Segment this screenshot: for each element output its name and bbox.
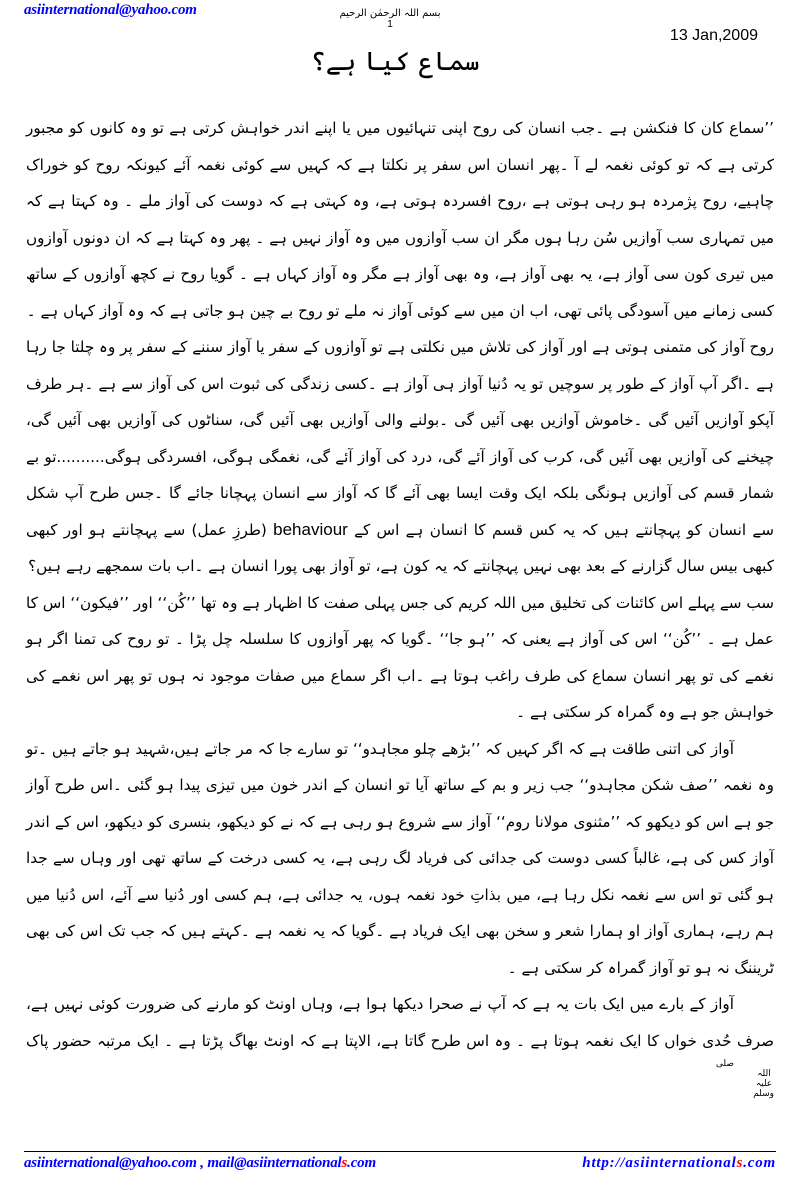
- paragraph-5: [26, 986, 774, 1099]
- footer-url-suffix: .com: [743, 1155, 776, 1171]
- paragraph-4: آواز کی اتنی طاقت ہے کہ اگر کہیں کہ ’’بڑھے چلو مجاہدو‘‘ تو سارے جا کہ مر جاتے ہیں،شہید ہو جاتے ہیں ۔تو وہ نغمہ ’’صف شکن مجاہدو‘‘ جب زیر و بم کے ساتھ آیا تو انسان کے اندر خون میں تیزی پیدا ہو گئی ۔اس طرح آواز جو ہے اس کو دیکھو کہ ’’مثنوی مولانا روم‘‘ آواز سے شروع ہو رہی ہے کہ نے کو دیکھو، بنسری کو دیکھو، اس کے اندر آواز کس کی ہے، غالباً کسی دوست کی جدائی کی فریاد لگ رہی ہے، یہ کسی درخت کے ساتھ تھی اور وہاں سے جدا ہو گئی تو اس سے نغمہ نکل رہا ہے، میں بذاتِ خود نغمہ ہوں، یہ جدائی ہے، ہم کسی اور دُنیا سے آئے، اس دُنیا میں ہم رہے، ہماری آواز او ہمارا شعر و سخن بھی ایک فریاد ہے ۔گویا کہ یہ نغمہ ہے ۔کہتے ہیں کہ جب تک اس کی بھی ٹریننگ نہ ہو تو آواز گمراہ کر سکتی ہے ۔: [26, 739, 774, 977]
- footer-emails-suffix: .com: [347, 1155, 376, 1171]
- page-number: 1: [387, 19, 393, 30]
- footer-website-link[interactable]: [582, 1155, 776, 1172]
- paragraph-5-text: آواز کے بارے میں ایک بات یہ ہے کہ آپ نے صحرا دیکھا ہوا ہے، وہاں اونٹ کو مارنے کی ضرورت کوئی نہیں ہے، صرف حُدی خواں کا ایک نغمہ ہوتا ہے ۔ وہ اس طرح گاتا ہے، الاپتا ہے کہ اونٹ بھاگ پڑتا ہے ۔ ایک مرتبہ حضور پاک: [26, 995, 774, 1050]
- document-title: سماع کیا ہے؟: [310, 47, 480, 77]
- footer-emails-prefix: asiinternational@yahoo.com , mail@asiinternational: [24, 1155, 342, 1171]
- english-term: behaviour: [273, 519, 348, 539]
- paragraph-3: سب سے پہلے اس کائنات کی تخلیق میں اللہ کریم کی جس پہلی صفت کا اظہار ہے وہ تھا ’’کُن‘‘ اور ’’فیکون‘‘ اس کا عمل ہے ۔ ’’کُن‘‘ اس کی آواز ہے یعنی کہ ’’ہو جا‘‘ ۔گویا کہ پھر آوازوں کا سلسلہ چل پڑا ۔ تو روح کی تمنا اگر ہو نغمے کی تو پھر انسان سماع کی طرف راغب ہوتا ہے ۔اب اگر سماع میں صفات موجود نہ ہوں تو پھر اس نغمے کی خواہش جو ہے وہ گمراہ کر سکتی ہے ۔: [26, 593, 774, 721]
- header-email-link[interactable]: asiinternational@yahoo.com: [24, 2, 197, 18]
- footer-email-links[interactable]: [24, 1155, 376, 1172]
- paragraph-1: ’’سماع کان کا فنکشن ہے ۔جب انسان کی روح اپنی تنہائیوں میں یا اپنے اندر خواہش کرتی ہے تو وہ کانوں کو مجبور کرتی ہے کہ تو کوئی نغمہ لے آ ۔پھر انسان اس سفر پر نکلتا ہے کہ کہیں سے کوئی نغمہ آئے کیونکہ روح کو خوراک چاہیے، روح پژمردہ ہو رہی ہوتی ہے ،روح افسردہ ہوتی ہے، وہ کہتی ہے کہ دوست کی آواز ملے ۔ وہ کہتا ہے کہ میں تمہاری سب آوازیں سُن رہا ہوں مگر ان سب آوازوں میں وہ آواز نہیں ہے ۔ پھر وہ کہتا ہے کہ ان دونوں آوازوں میں تیری کون سی آواز ہے، یہ بھی آواز ہے، وہ بھی آواز ہے مگر وہ آواز کہاں ہے ۔ گویا روح نے کچھ آوازوں کے ساتھ کسی زمانے میں آسودگی پائی تھی، اب ان میں سے کوئی آواز نہ ملے تو روح بے چین ہو جاتی ہے کہ وہ آواز کہاں ہے ۔: [26, 119, 774, 320]
- paragraph-2-text-before: روح آواز کی متمنی ہوتی ہے اور آواز کی تلاش میں نکلتی ہے تو آوازوں کے سفر یا آواز سننے کے سفر پر وہ چلتا جا رہا ہے ۔اگر آپ آواز کے طور پر سوچیں تو یہ دُنیا آواز ہی آواز ہے ۔کسی زندگی کی ثبوت اس کی آواز سے ہے ۔ہر طرف آپکو آوازیں آئیں گی ۔خاموش آوازیں بھی آئیں گی ۔بولنے والی آوازیں بھی آئیں گی، سناٹوں کی آوازیں بھی آئیں گی، چیخنے کی آوازیں بھی آئیں گی، کرب کی آواز آئے گی، درد کی آواز آئے گی، نغمگی ہوگی، افسردگی ہوگی..........تو بے شمار قسم کی آوازیں ہونگی بلکہ ایک وقت ایسا بھی آئے گا کہ آواز سے انسان پہچانا جائے گا ۔جس طرح آپ شکل سے انسان کو پہچانتے ہیں کہ یہ کس قسم کا انسان ہے اس کے: [26, 338, 774, 539]
- document-date: 13 Jan,2009: [669, 27, 758, 44]
- footer-divider: [24, 1151, 776, 1152]
- honorific-glyph-icon: صلی اللہ علیہ وسلم: [715, 1059, 774, 1099]
- paragraph-2: [26, 329, 774, 585]
- footer-url-prefix: http://asiinternational: [582, 1155, 737, 1171]
- bismillah-heading: بسم اللہ الرحمٰن الرحیم: [339, 8, 441, 19]
- footer-url-accent: s: [736, 1155, 744, 1171]
- document-body: [26, 110, 774, 1099]
- paragraph-2-text-after: (طرزِ عمل) سے پہچانتے ہو اور کبھی کبھی بیس سال گزارنے کے بعد بھی نہیں پہچانتے کہ یہ کون ہے، تو آواز بھی پورا انسان ہے ۔اب بات سمجھے رہے ہیں؟: [26, 520, 774, 575]
- footer-emails-accent: s: [341, 1155, 348, 1171]
